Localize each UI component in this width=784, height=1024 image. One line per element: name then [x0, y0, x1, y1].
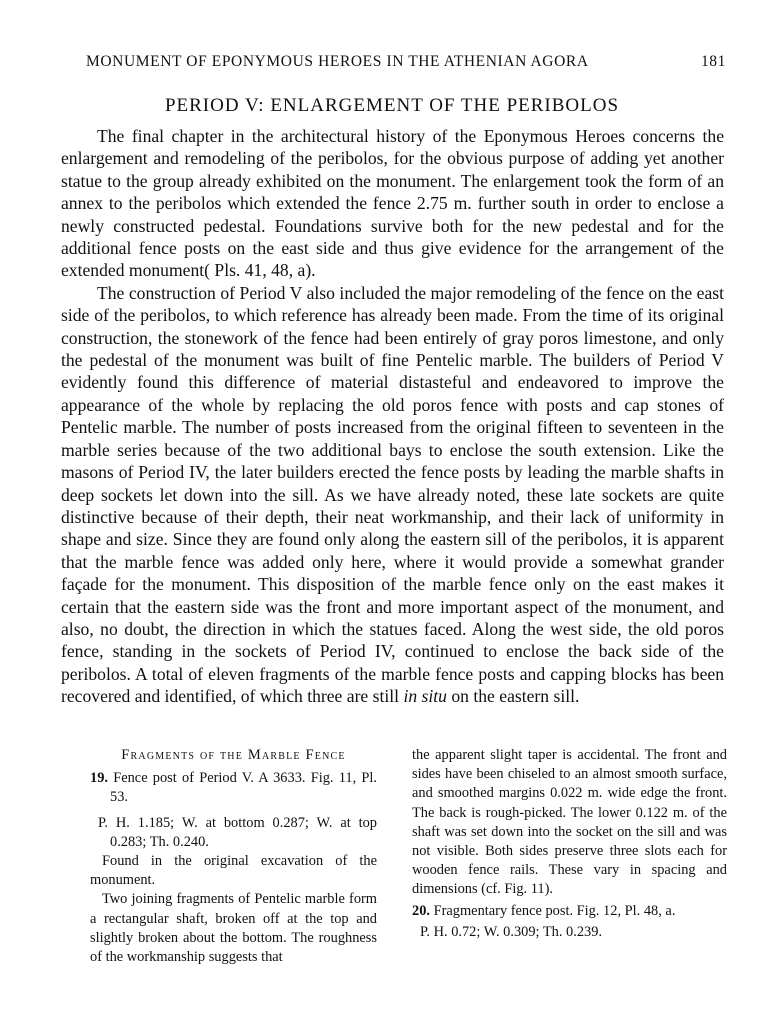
- paragraph-2: [61, 282, 724, 708]
- entry-20-number: 20.: [412, 902, 430, 919]
- entry-19-title: [90, 769, 377, 807]
- entry-19-number: 19.: [90, 770, 108, 787]
- entry-20-title: [412, 902, 727, 921]
- paragraph-2-end: on the eastern sill.: [451, 686, 580, 707]
- paragraph-2-italic: in situ: [403, 686, 447, 707]
- catalogue-heading: Fragments of the Marble Fence: [121, 747, 346, 763]
- section-title: PERIOD V: ENLARGEMENT OF THE PERIBOLOS: [164, 95, 620, 116]
- entry-19-description: Two joining fragments of Pentelic marble form a rectangular shaft, broken off at the top and slightly broken about the bottom. The roughness of the workmanship suggests that: [90, 891, 377, 966]
- entry-19-dimensions: P. H. 1.185; W. at bottom 0.287; W. at top 0.283; Th. 0.240.: [98, 814, 377, 850]
- entry-19-title-text: Fence post of Period V. A 3633. Fig. 11, Pl. 53.: [110, 770, 377, 806]
- paragraph-2-text: The construction of Period V also included the major remodeling of the fence on the east side of the peribolos, to which reference has already been made. From the time of its original construction, the stonework of the fence had been entirely of gray poros limestone, and only the pedestal of the monument was built of fine Pentelic marble. The builders of Period V evidently found this difference of material distasteful and endeavored to improve the appearance of the whole by replacing the old poros fence with posts and cap stones of Pentelic marble. The number of posts increased from the original fifteen to seventeen in the marble series because of the two additional bays to enclose the south extension. Like the masons of Period IV, the later builders erected the fence posts by leading the marble shafts in deep sockets let down into the sill. As we have already noted, these late sockets are quite distinctive because of their depth, their neat workmanship, and their lack of uniformity in shape and size. Since they are found only along the eastern sill of the peribolos, it is apparent that the marble fence was added only here, where it would provide a somewhat grander façade for the monument. This disposition of the marble fence only on the east makes it certain that the eastern side was the front and more important aspect of the monument, and also, no doubt, the direction in which the statues faced. Along the west side, the old poros fence, standing in the sockets of Period IV, continued to enclose the back side of the peribolos. A total of eleven fragments of the marble fence posts and capping blocks has been recovered and identified, of which three are still: [61, 282, 724, 707]
- entry-20-title-text: Fragmentary fence post. Fig. 12, Pl. 48, a.: [433, 902, 676, 919]
- running-title: MONUMENT OF EPONYMOUS HEROES IN THE ATHENIAN AGORA: [86, 53, 589, 70]
- entry-19-description-continued: the apparent slight taper is accidental. The front and sides have been chiseled to an almost smooth surface, and smoothed margins 0.022 m. wide edge the front. The back is rough-picked. The lower 0.122 m. of the shaft was set down into the socket on the sill and was not visible. Both sides preserve three slots each for wooden fence rails. These vary in spacing and dimensions (cf. Fig. 11).: [412, 747, 727, 898]
- body-text: [61, 125, 724, 708]
- entry-19-findspot: Found in the original excavation of the monument.: [90, 853, 377, 889]
- paragraph-1: The final chapter in the architectural history of the Eponymous Heroes concerns the enlargement and remodeling of the peribolos, for the obvious purpose of adding yet another statue to the group already exhibited on the monument. The enlargement took the form of an annex to the peribolos which extended the fence 2.75 m. further south in order to enclose a newly constructed pedestal. Foundations survive both for the new pedestal and for the additional fence posts on the east side and thus give evidence for the arrangement of the extended monument( Pls. 41, 48, a).: [61, 126, 724, 281]
- catalogue-right-column: [412, 746, 727, 942]
- catalogue-left-column: [90, 746, 377, 967]
- entry-20-dimensions: P. H. 0.72; W. 0.309; Th. 0.239.: [420, 923, 603, 940]
- page-number: 181: [700, 53, 726, 70]
